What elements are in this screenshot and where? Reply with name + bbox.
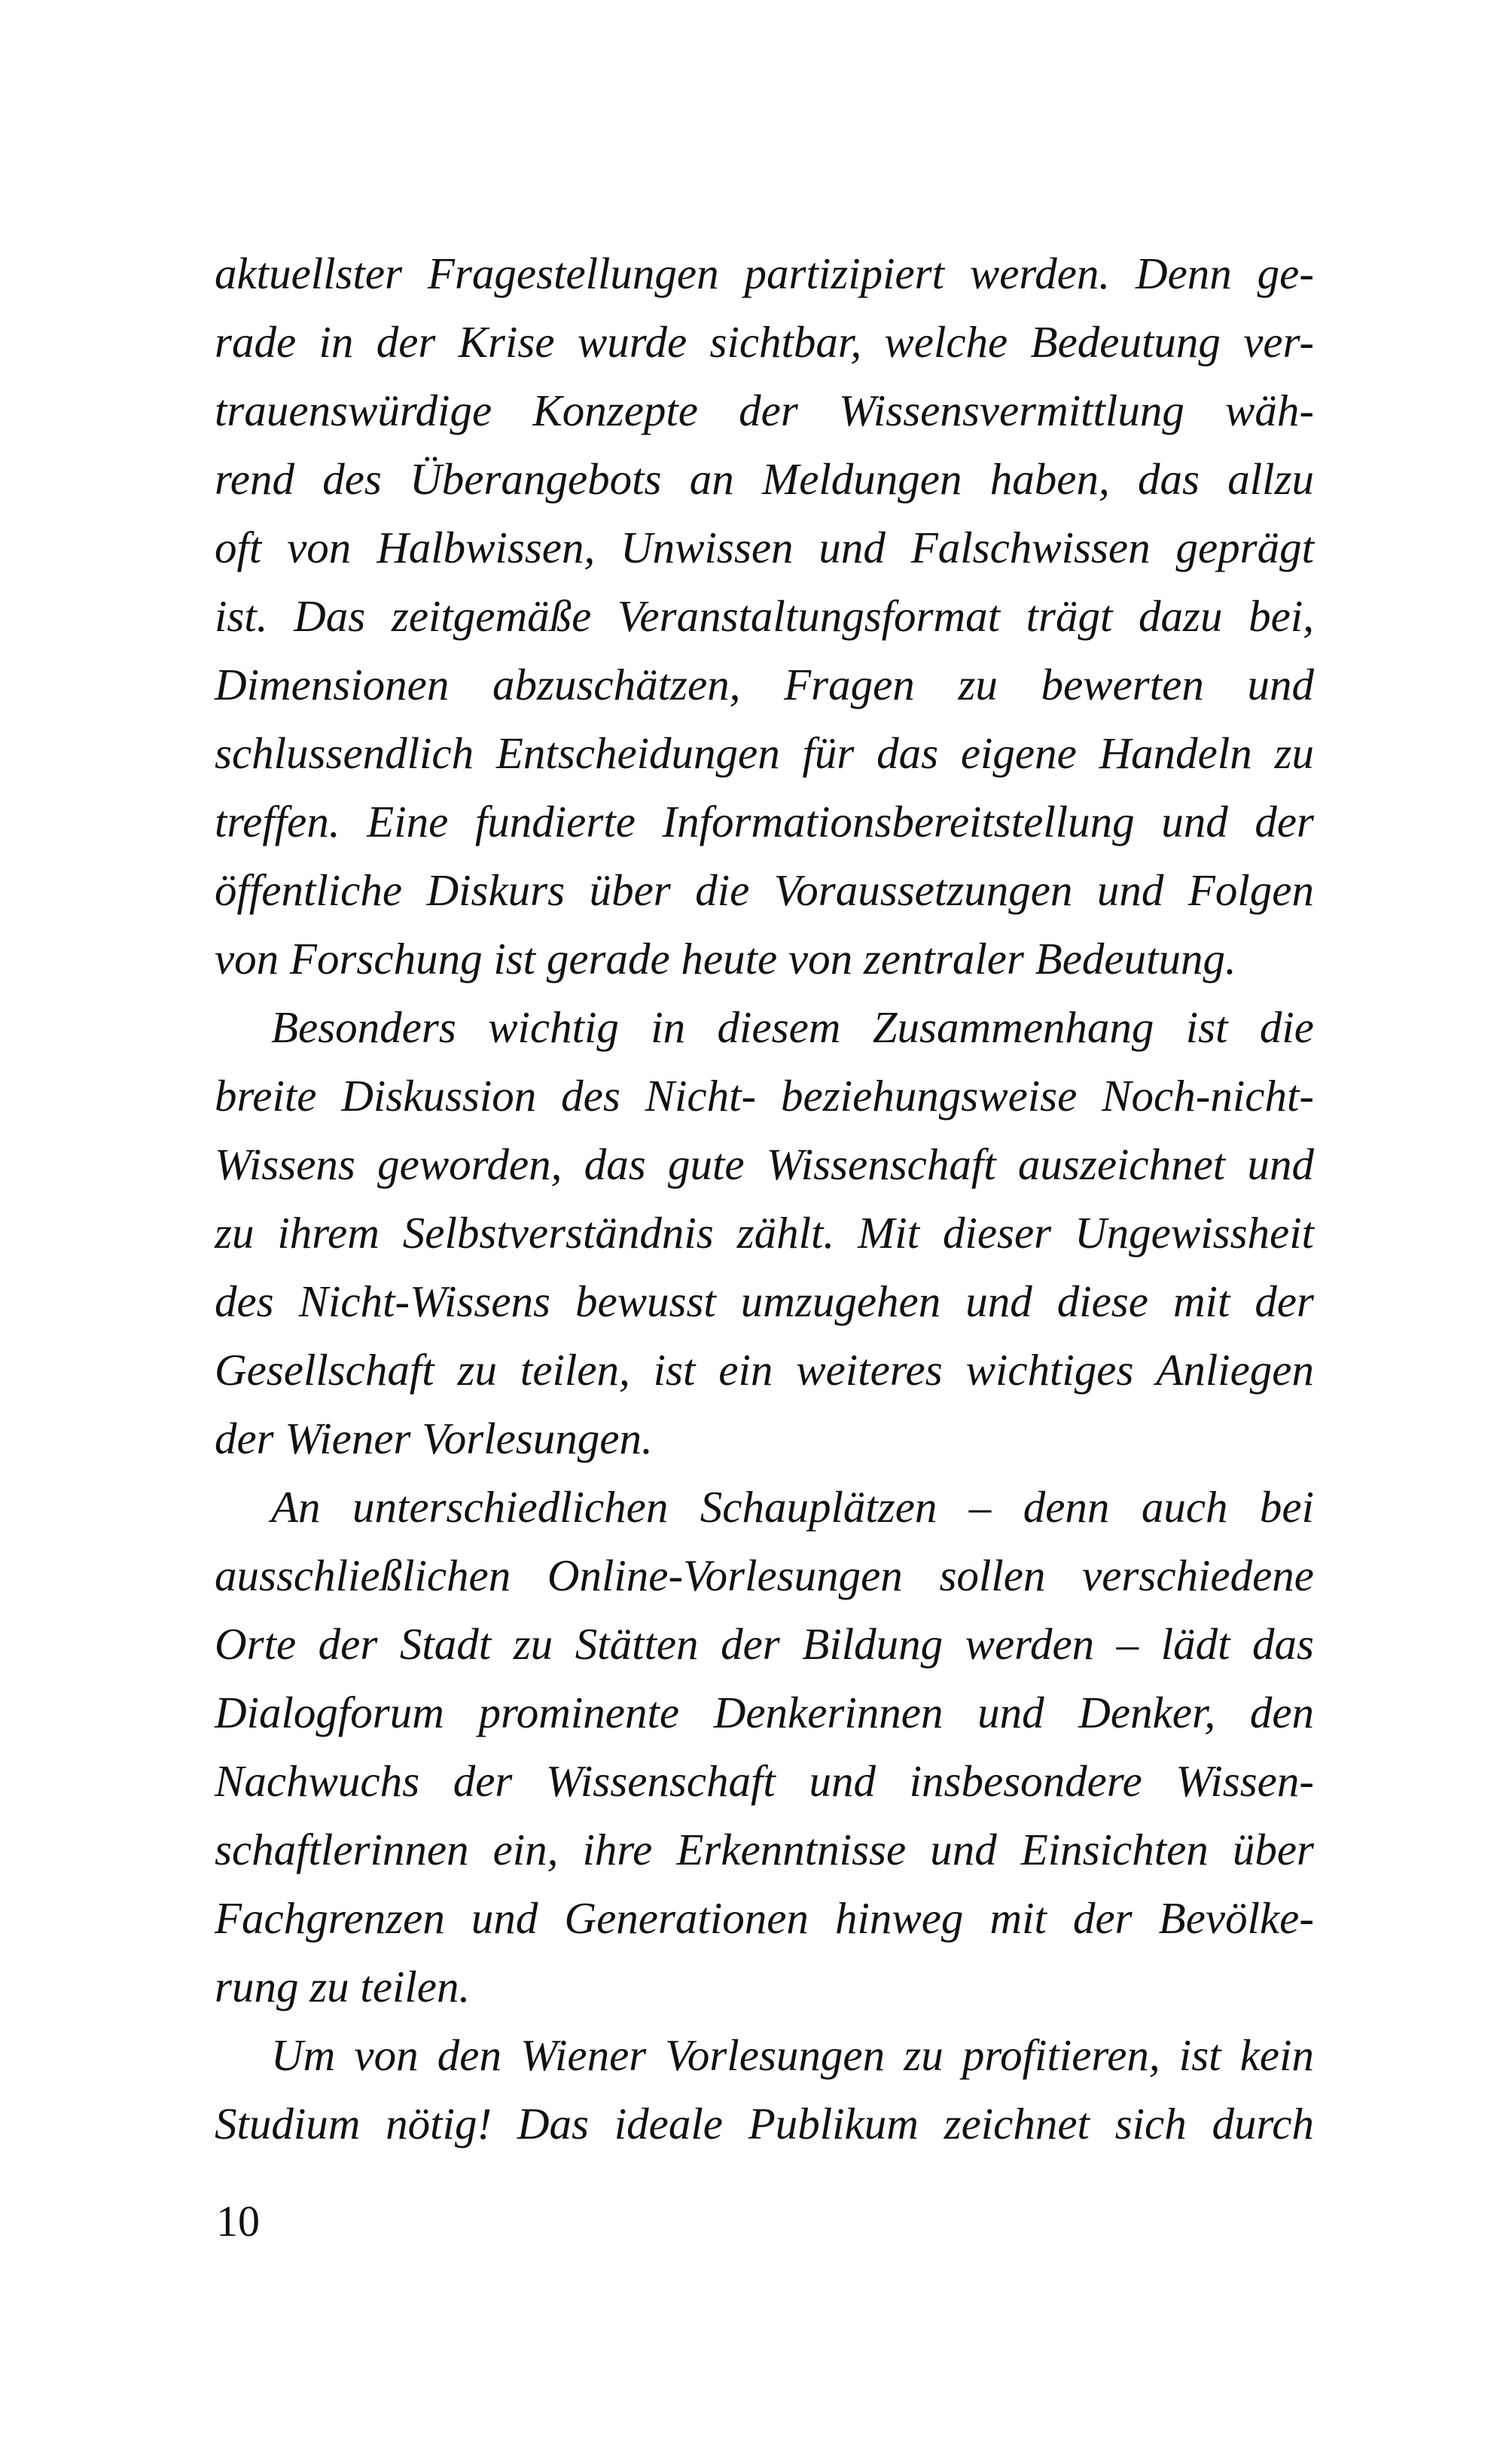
text-line: Studium nötig! Das ideale Publikum zeichnet sich durch	[215, 2099, 1314, 2148]
text-line: aktuellster Fragestellungen partizipiert werden. Denn ge-	[215, 249, 1314, 298]
text-line: Dialogforum prominente Denkerinnen und Denker, den	[215, 1688, 1314, 1737]
text-line: An unterschiedlichen Schauplätzen – denn auch bei	[271, 1482, 1314, 1532]
text-line: zu ihrem Selbstverständnis zählt. Mit dieser Ungewissheit	[215, 1208, 1314, 1258]
text-line: rung zu teilen.	[215, 1962, 471, 2011]
text-line: rade in der Krise wurde sichtbar, welche Bedeutung ver-	[215, 317, 1314, 367]
text-line: treffen. Eine fundierte Informationsbereitstellung und der	[215, 797, 1314, 846]
text-line: schlussendlich Entscheidungen für das eigene Handeln zu	[215, 728, 1314, 778]
text-line: trauenswürdige Konzepte der Wissensvermittlung wäh-	[215, 386, 1314, 435]
text-line: breite Diskussion des Nicht- beziehungsweise Noch-nicht-	[215, 1071, 1314, 1121]
text-line: der Wiener Vorlesungen.	[215, 1413, 653, 1463]
text-line: ist. Das zeitgemäße Veranstaltungsformat trägt dazu bei,	[215, 591, 1314, 641]
text-line: Dimensionen abzuschätzen, Fragen zu bewerten und	[215, 660, 1314, 709]
text-line: Wissens geworden, das gute Wissenschaft auszeichnet und	[215, 1139, 1314, 1189]
text-line: Nachwuchs der Wissenschaft und insbesondere Wissen-	[215, 1756, 1314, 1806]
text-line: oft von Halbwissen, Unwissen und Falschwissen geprägt	[215, 523, 1314, 572]
text-line: von Forschung ist gerade heute von zentraler Bedeutung.	[215, 934, 1236, 983]
text-line: Um von den Wiener Vorlesungen zu profitieren, ist kein	[271, 2030, 1314, 2080]
text-line: Besonders wichtig in diesem Zusammenhang ist die	[271, 1002, 1314, 1052]
text-line: des Nicht-Wissens bewusst umzugehen und diese mit der	[215, 1276, 1314, 1326]
page-number: 10	[216, 2197, 260, 2246]
text-line: schaftlerinnen ein, ihre Erkenntnisse und Einsichten über	[215, 1825, 1314, 1874]
text-line: Orte der Stadt zu Stätten der Bildung werden – lädt das	[215, 1619, 1314, 1669]
body-text	[215, 239, 1314, 2158]
text-line: Fachgrenzen und Generationen hinweg mit der Bevölke-	[215, 1893, 1314, 1943]
text-line: ausschließlichen Online-Vorlesungen sollen verschiedene	[215, 1551, 1314, 1600]
text-line: Gesellschaft zu teilen, ist ein weiteres wichtiges Anliegen	[215, 1345, 1314, 1395]
text-line: rend des Überangebots an Meldungen haben, das allzu	[215, 454, 1314, 504]
text-line: öffentliche Diskurs über die Voraussetzungen und Folgen	[215, 865, 1314, 915]
